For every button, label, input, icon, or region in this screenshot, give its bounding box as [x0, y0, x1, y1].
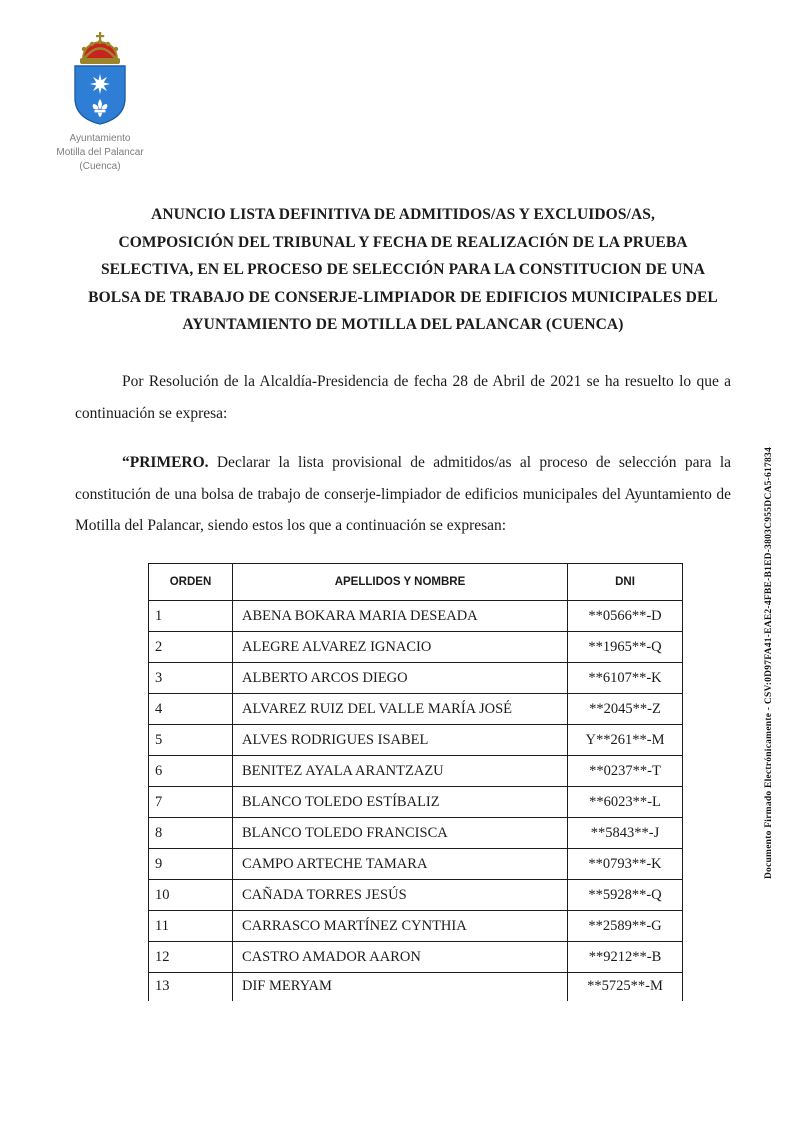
cell-dni: **9212**-B: [568, 942, 683, 973]
primero-paragraph: [75, 447, 731, 542]
cell-dni: **1965**-Q: [568, 632, 683, 663]
table-row: [149, 756, 683, 787]
table-row: [149, 818, 683, 849]
table-row: [149, 725, 683, 756]
title-line: BOLSA DE TRABAJO DE CONSERJE-LIMPIADOR DE EDIFICIOS MUNICIPALES DEL: [88, 288, 718, 306]
cell-dni: **2589**-G: [568, 911, 683, 942]
title-line: AYUNTAMIENTO DE MOTILLA DEL PALANCAR (CUENCA): [182, 316, 624, 333]
cell-dni: **5843**-J: [568, 818, 683, 849]
cell-dni: **0793**-K: [568, 849, 683, 880]
signature-vertical-text: Documento Firmado Electrónicamente - CSV:0D97FA41-EAE2-4FBE-B1ED-3803C955DCA5-617834: [764, 446, 774, 880]
table-row: [149, 849, 683, 880]
table-row: [149, 942, 683, 973]
cell-dni: **0237**-T: [568, 756, 683, 787]
table-row: [149, 663, 683, 694]
cell-nombre: ALEGRE ALVAREZ IGNACIO: [233, 632, 568, 663]
header-dni: DNI: [568, 564, 683, 601]
cell-orden: 8: [149, 818, 233, 849]
intro-paragraph: Por Resolución de la Alcaldía-Presidencia de fecha 28 de Abril de 2021 se ha resuelto lo que a continuación se expresa:: [75, 373, 731, 422]
table-row: [149, 787, 683, 818]
logo-caption-line: (Cuenca): [79, 161, 121, 172]
cell-nombre: ALVAREZ RUIZ DEL VALLE MARÍA JOSÉ: [233, 694, 568, 725]
cell-orden: 11: [149, 911, 233, 942]
cell-nombre: CAÑADA TORRES JESÚS: [233, 880, 568, 911]
cell-orden: 3: [149, 663, 233, 694]
cell-orden: 1: [149, 601, 233, 632]
cell-dni: **0566**-D: [568, 601, 683, 632]
cell-nombre: BENITEZ AYALA ARANTZAZU: [233, 756, 568, 787]
shield-icon: [75, 66, 125, 124]
cell-dni: **6023**-L: [568, 787, 683, 818]
cell-dni: **5725**-M: [568, 973, 683, 1001]
cell-nombre: BLANCO TOLEDO ESTÍBALIZ: [233, 787, 568, 818]
table-row: [149, 601, 683, 632]
cell-orden: 5: [149, 725, 233, 756]
cell-dni: **2045**-Z: [568, 694, 683, 725]
logo-caption-line: Ayuntamiento: [69, 133, 131, 144]
cell-dni: Y**261**-M: [568, 725, 683, 756]
title-line: COMPOSICIÓN DEL TRIBUNAL Y FECHA DE REALIZACIÓN DE LA PRUEBA: [118, 233, 688, 251]
header-nombre: APELLIDOS Y NOMBRE: [233, 564, 568, 601]
logo-caption-line: Motilla del Palancar: [56, 147, 144, 158]
title-line: ANUNCIO LISTA DEFINITIVA DE ADMITIDOS/AS Y EXCLUIDOS/AS,: [151, 206, 655, 223]
primero-text: Declarar la lista provisional de admitidos/as al proceso de selección para la constitución de una bolsa de trabajo de conserje-limpiador de edificios municipales del Ayuntamiento de Motilla del Palancar, siendo estos los que a continuación se expresan:: [75, 454, 731, 534]
cell-nombre: CARRASCO MARTÍNEZ CYNTHIA: [233, 911, 568, 942]
primero-lead: “PRIMERO.: [122, 454, 209, 471]
cell-nombre: DIF MERYAM: [233, 973, 568, 1001]
header-orden: ORDEN: [149, 564, 233, 601]
table-row: [149, 911, 683, 942]
admitted-candidates-table: [148, 563, 683, 1001]
table-row: [149, 973, 683, 1001]
coat-of-arms-icon: [71, 32, 129, 126]
cell-nombre: ALBERTO ARCOS DIEGO: [233, 663, 568, 694]
municipality-logo: [50, 32, 150, 174]
cell-orden: 4: [149, 694, 233, 725]
cell-nombre: BLANCO TOLEDO FRANCISCA: [233, 818, 568, 849]
cell-orden: 9: [149, 849, 233, 880]
cell-orden: 7: [149, 787, 233, 818]
cell-orden: 10: [149, 880, 233, 911]
table-row: [149, 694, 683, 725]
table-row: [149, 880, 683, 911]
title-line: SELECTIVA, EN EL PROCESO DE SELECCIÓN PARA LA CONSTITUCION DE UNA: [100, 261, 706, 278]
cell-orden: 6: [149, 756, 233, 787]
cell-dni: **6107**-K: [568, 663, 683, 694]
cell-nombre: CASTRO AMADOR AARON: [233, 942, 568, 973]
cell-orden: 12: [149, 942, 233, 973]
table-header-row: [149, 564, 683, 601]
cell-dni: **5928**-Q: [568, 880, 683, 911]
logo-caption: [50, 132, 150, 174]
crown-icon: [80, 32, 120, 64]
cell-nombre: ABENA BOKARA MARIA DESEADA: [233, 601, 568, 632]
document-title: [75, 201, 731, 339]
cell-nombre: ALVES RODRIGUES ISABEL: [233, 725, 568, 756]
table-row: [149, 632, 683, 663]
table-body: [149, 601, 683, 1001]
cell-orden: 13: [149, 973, 233, 1001]
cell-orden: 2: [149, 632, 233, 663]
cell-nombre: CAMPO ARTECHE TAMARA: [233, 849, 568, 880]
